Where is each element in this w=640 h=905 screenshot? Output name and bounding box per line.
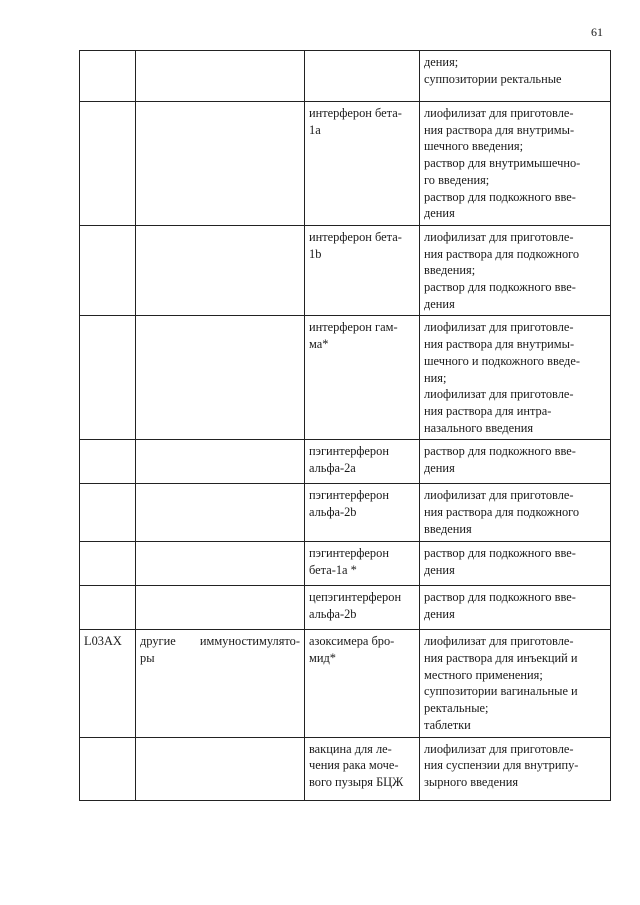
drug-name-cell-line: пэгинтерферон: [309, 488, 389, 503]
drug-table: [79, 50, 611, 801]
dosage-form-cell-line: таблетки: [424, 717, 471, 732]
drug-name-cell-line: азоксимера бро-: [309, 634, 395, 649]
dosage-form-cell-line: дения: [424, 607, 455, 622]
drug-name-cell: [305, 484, 420, 542]
dosage-form-cell-line: ния раствора для подкожного: [424, 505, 580, 520]
table-row: [80, 737, 611, 800]
drug-name-cell-line: пэгинтерферон: [309, 444, 389, 459]
drug-name-cell-line: мид*: [309, 651, 336, 666]
dosage-form-cell-line: дения: [424, 461, 455, 476]
atc-code-cell: L03AX: [80, 630, 136, 737]
dosage-form-cell-line: раствор для подкожного вве-: [424, 280, 576, 295]
drug-name-cell: [305, 630, 420, 737]
drug-name-cell: [305, 542, 420, 586]
dosage-form-cell-line: ния раствора для внутримы-: [424, 122, 575, 137]
drug-name-cell-line: интерферон бета-: [309, 106, 402, 120]
drug-name-cell: [305, 737, 420, 800]
dosage-form-cell-line: дения;: [424, 55, 459, 69]
table-row: [80, 51, 611, 102]
atc-code-cell: [80, 225, 136, 316]
group-cell: [136, 586, 305, 630]
dosage-form-cell-line: назального введения: [424, 420, 534, 435]
dosage-form-cell-line: ния раствора для внутримы-: [424, 337, 575, 352]
dosage-form-cell-line: лиофилизат для приготовле-: [424, 488, 574, 503]
dosage-form-cell-line: шечного и подкожного введе-: [424, 353, 580, 368]
table-body: [80, 51, 611, 801]
dosage-form-cell: [420, 586, 611, 630]
dosage-form-cell-line: ния раствора для инъекций и: [424, 651, 578, 666]
drug-name-cell: [305, 51, 420, 102]
dosage-form-cell-line: ния суспензии для внутрипу-: [424, 758, 579, 773]
drug-name-cell-line: пэгинтерферон: [309, 546, 389, 561]
table-row: [80, 586, 611, 630]
dosage-form-cell: [420, 484, 611, 542]
atc-code-cell: [80, 440, 136, 484]
table-row: [80, 102, 611, 226]
group-cell: [136, 440, 305, 484]
drug-name-cell-line: альфа-2a: [309, 461, 356, 476]
dosage-form-cell: [420, 102, 611, 226]
dosage-form-cell-line: введения: [424, 521, 472, 536]
group-cell-line: другие иммуностимулято-: [140, 634, 300, 649]
table-row: [80, 225, 611, 316]
dosage-form-cell-line: раствор для подкожного вве-: [424, 546, 576, 561]
page-number: 61: [591, 25, 603, 39]
dosage-form-cell-line: раствор для подкожного вве-: [424, 590, 576, 605]
dosage-form-cell-line: дения: [424, 296, 455, 311]
table-row: [80, 440, 611, 484]
dosage-form-cell-line: го введения;: [424, 172, 490, 187]
atc-code-cell: [80, 586, 136, 630]
table-row: [80, 630, 611, 737]
dosage-form-cell-line: дения: [424, 206, 455, 221]
drug-name-cell-line: чения рака моче-: [309, 758, 399, 773]
dosage-form-cell: [420, 51, 611, 102]
drug-name-cell-line: цепэгинтерферон: [309, 590, 402, 605]
drug-name-cell: [305, 316, 420, 440]
atc-code-cell: [80, 737, 136, 800]
dosage-form-cell-line: введения;: [424, 263, 476, 278]
drug-name-cell-line: бета-1a *: [309, 563, 357, 578]
drug-name-cell-line: альфа-2b: [309, 505, 357, 520]
drug-name-cell-line: интерферон бета-: [309, 229, 402, 244]
dosage-form-cell-line: суппозитории вагинальные и: [424, 684, 578, 699]
drug-name-cell: [305, 586, 420, 630]
group-cell: [136, 316, 305, 440]
dosage-form-cell-line: ния раствора для подкожного: [424, 246, 580, 261]
dosage-form-cell-line: ректальные;: [424, 701, 489, 716]
dosage-form-cell: [420, 440, 611, 484]
dosage-form-cell: [420, 225, 611, 316]
drug-name-cell: [305, 225, 420, 316]
atc-code-cell: [80, 102, 136, 226]
dosage-form-cell-line: дения: [424, 563, 455, 578]
dosage-form-cell-line: лиофилизат для приготовле-: [424, 106, 574, 120]
dosage-form-cell-line: суппозитории ректальные: [424, 71, 562, 86]
table-row: [80, 484, 611, 542]
group-cell: [136, 542, 305, 586]
table-row: [80, 542, 611, 586]
drug-name-cell-line: альфа-2b: [309, 607, 357, 622]
drug-name-cell-line: вого пузыря БЦЖ: [309, 774, 404, 789]
atc-code-cell: [80, 316, 136, 440]
group-cell: [136, 225, 305, 316]
drug-name-cell: [305, 440, 420, 484]
dosage-form-cell-line: лиофилизат для приготовле-: [424, 320, 574, 335]
dosage-form-cell: [420, 316, 611, 440]
dosage-form-cell-line: ния;: [424, 370, 447, 385]
dosage-form-cell-line: лиофилизат для приготовле-: [424, 229, 574, 244]
group-cell: [136, 737, 305, 800]
group-cell: [136, 484, 305, 542]
group-cell-line: ры: [140, 651, 155, 666]
dosage-form-cell-line: местного применения;: [424, 667, 543, 682]
dosage-form-cell-line: ния раствора для интра-: [424, 403, 552, 418]
dosage-form-cell-line: лиофилизат для приготовле-: [424, 387, 574, 402]
drug-name-cell-line: интерферон гам-: [309, 320, 398, 335]
drug-name-cell-line: 1a: [309, 122, 321, 137]
drug-name-cell-line: 1b: [309, 246, 322, 261]
dosage-form-cell-line: лиофилизат для приготовле-: [424, 634, 574, 649]
group-cell: [136, 51, 305, 102]
drug-name-cell-line: ма*: [309, 337, 329, 352]
dosage-form-cell-line: раствор для подкожного вве-: [424, 444, 576, 459]
dosage-form-cell-line: раствор для внутримышечно-: [424, 156, 581, 171]
dosage-form-cell: [420, 630, 611, 737]
atc-code-cell: [80, 484, 136, 542]
drug-name-cell: [305, 102, 420, 226]
drug-name-cell-line: вакцина для ле-: [309, 741, 392, 756]
dosage-form-cell: [420, 542, 611, 586]
dosage-form-cell-line: раствор для подкожного вве-: [424, 189, 576, 204]
table-row: [80, 316, 611, 440]
dosage-form-cell-line: зырного введения: [424, 774, 519, 789]
atc-code-cell: [80, 542, 136, 586]
dosage-form-cell: [420, 737, 611, 800]
atc-code-cell: [80, 51, 136, 102]
dosage-form-cell-line: лиофилизат для приготовле-: [424, 741, 574, 756]
group-cell: [136, 630, 305, 737]
dosage-form-cell-line: шечного введения;: [424, 139, 524, 154]
group-cell: [136, 102, 305, 226]
